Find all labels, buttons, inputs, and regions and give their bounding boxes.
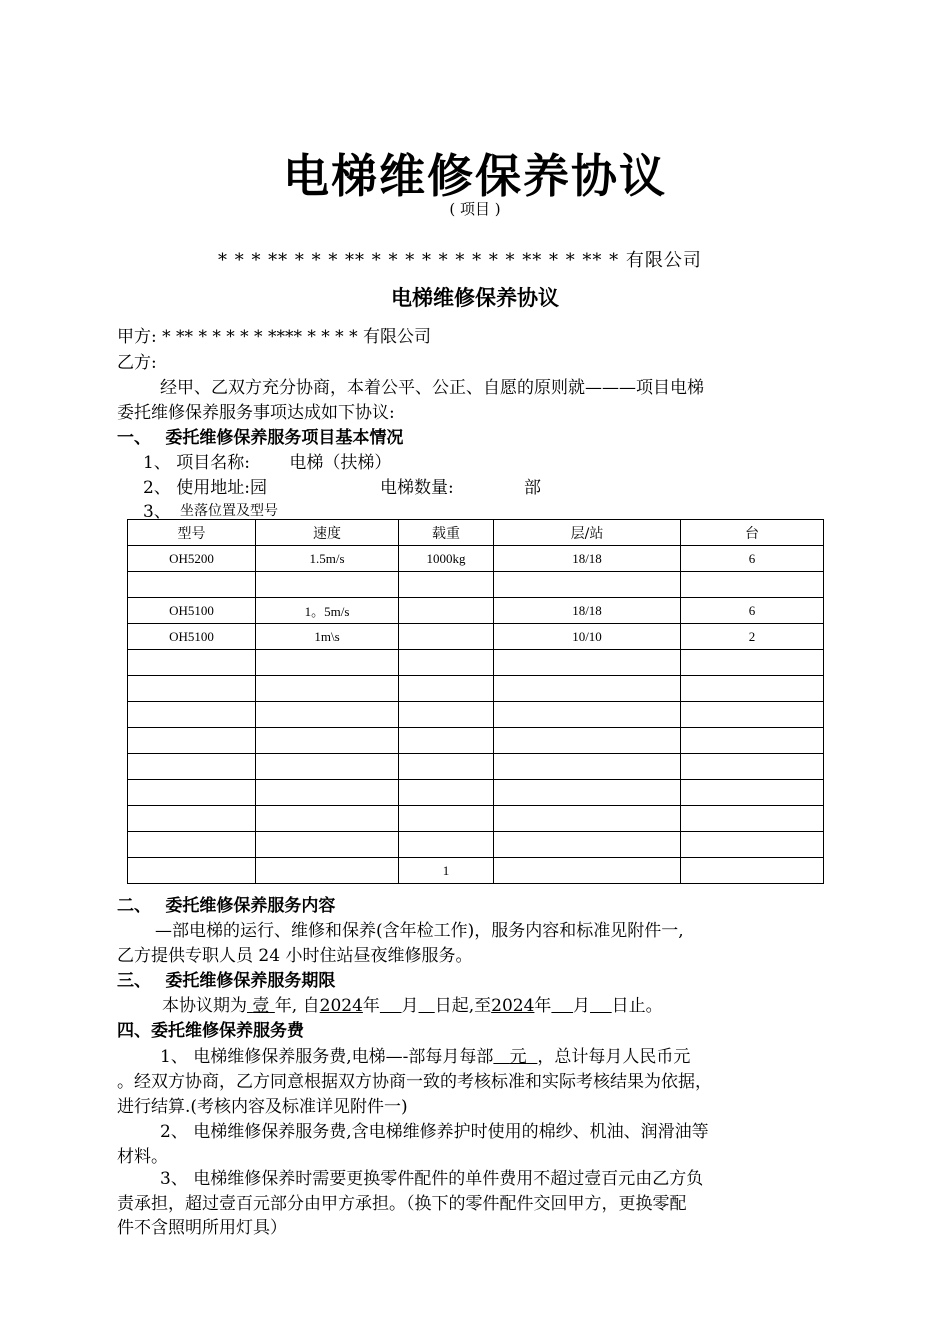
- table-cell: 1.5m/s: [256, 546, 399, 572]
- table-row: [128, 624, 824, 650]
- table-header-cell: 层/站: [494, 520, 681, 546]
- table-row: [128, 728, 824, 754]
- table-cell: [128, 780, 256, 806]
- table-cell: [399, 806, 494, 832]
- table-cell: [128, 754, 256, 780]
- table-cell: [681, 676, 824, 702]
- table-cell: [128, 676, 256, 702]
- main-title: 电梯维修保养协议: [283, 149, 667, 203]
- table-cell: [128, 832, 256, 858]
- table-cell: [681, 754, 824, 780]
- table-cell: [494, 832, 681, 858]
- table-row: [128, 598, 824, 624]
- term-period-value: 壹: [252, 996, 270, 1016]
- table-cell: OH5200: [128, 546, 256, 572]
- intro-line-2: 委托维修保养服务事项达成如下协议:: [117, 403, 395, 423]
- table-header-cell: 载重: [399, 520, 494, 546]
- table-row: [128, 650, 824, 676]
- table-cell: [399, 676, 494, 702]
- section-2-line-1: —部电梯的运行、维修和保养(含年检工作)，服务内容和标准见附件一,: [155, 921, 684, 941]
- end-day-blank: [590, 996, 612, 1016]
- table-header-cell: 速度: [256, 520, 399, 546]
- table-cell: 6: [681, 598, 824, 624]
- table-cell: 1。5m/s: [256, 598, 399, 624]
- table-row: [128, 676, 824, 702]
- company-line: * * * ** * * * ** * * * * * * * * * ** * * ** * 有限公司: [218, 250, 702, 271]
- start-month-blank: [380, 996, 402, 1016]
- table-cell: [256, 832, 399, 858]
- section-4-heading: 四、委托维修保养服务费: [117, 1021, 304, 1041]
- table-cell: 1000kg: [399, 546, 494, 572]
- table-cell: 2: [681, 624, 824, 650]
- agreement-title: 电梯维修保养协议: [391, 286, 559, 310]
- table-cell: 1: [399, 858, 494, 884]
- table-cell: 18/18: [494, 546, 681, 572]
- term-text: 日止。: [611, 996, 663, 1016]
- table-row: [128, 546, 824, 572]
- term-text: 年: [534, 996, 552, 1016]
- section-4-item-3-line-1: 3、 电梯维修保养时需要更换零件配件的单件费用不超过壹百元由乙方负: [160, 1169, 704, 1189]
- start-year: 2024: [319, 996, 363, 1016]
- table-cell: [128, 572, 256, 598]
- table-row: [128, 572, 824, 598]
- section-4-item-1-line-1: [160, 1042, 690, 1067]
- table-cell: [399, 728, 494, 754]
- table-cell: [256, 650, 399, 676]
- section-1-item-3-label: 坐落位置及型号: [180, 503, 278, 519]
- table-cell: [681, 780, 824, 806]
- table-cell: [256, 728, 399, 754]
- table-row: [128, 806, 824, 832]
- table-row: [128, 702, 824, 728]
- table-cell: [128, 650, 256, 676]
- table-cell: [256, 754, 399, 780]
- table-cell: [494, 858, 681, 884]
- party-b: 乙方:: [117, 353, 157, 373]
- term-text: 本协议期为: [162, 996, 247, 1016]
- table-cell: [494, 676, 681, 702]
- section-4-item-1-line-3: 进行结算.(考核内容及标准详见附件一): [117, 1097, 408, 1117]
- subtitle: ( 项目 ): [449, 200, 501, 218]
- table-cell: 6: [681, 546, 824, 572]
- end-month-blank: [551, 996, 573, 1016]
- section-4-item-1-line-2: 。经双方协商，乙方同意根据双方协商一致的考核标准和实际考核结果为依据，: [117, 1072, 712, 1092]
- table-cell: [494, 806, 681, 832]
- table-header-row: [128, 520, 824, 546]
- table-cell: OH5100: [128, 624, 256, 650]
- intro-line-1: 经甲、乙双方充分协商，本着公平、公正、自愿的原则就———项目电梯: [160, 378, 704, 398]
- section-4-item-2-line-1: 2、 电梯维修保养服务费,含电梯维修养护时使用的棉纱、机油、润滑油等: [160, 1122, 709, 1142]
- table-row: [128, 858, 824, 884]
- section-1-item-2: 2、 使用地址:园: [143, 478, 267, 498]
- section-3-heading: 三、 委托维修保养服务期限: [117, 971, 336, 991]
- table-cell: [128, 702, 256, 728]
- section-2-heading: 二、 委托维修保养服务内容: [117, 896, 336, 916]
- table-row: [128, 780, 824, 806]
- section-1-item-3-number: 3、: [143, 502, 171, 522]
- table-cell: [399, 832, 494, 858]
- table-cell: [399, 702, 494, 728]
- table-cell: [399, 754, 494, 780]
- term-text: 年, 自: [274, 996, 320, 1016]
- table-cell: [256, 858, 399, 884]
- table-cell: [494, 780, 681, 806]
- table-cell: [681, 572, 824, 598]
- fee-text: 1、 电梯维修保养服务费,电梯—-部每月每部: [160, 1047, 494, 1067]
- section-4-item-3-line-2: 责承担，超过壹百元部分由甲方承担。（换下的零件配件交回甲方，更换零配: [117, 1194, 687, 1214]
- table-header-cell: 台: [681, 520, 824, 546]
- table-cell: [128, 806, 256, 832]
- table-cell: [494, 754, 681, 780]
- table-cell: [128, 728, 256, 754]
- table-cell: 18/18: [494, 598, 681, 624]
- party-a: 甲方: * ** * * * * * **** * * * * 有限公司: [117, 327, 431, 347]
- fee-text: ，总计每月人民币元: [537, 1047, 691, 1067]
- section-4-item-3-line-3: 件不含照明所用灯具）: [117, 1218, 287, 1238]
- table-cell: [494, 728, 681, 754]
- table-row: [128, 754, 824, 780]
- term-text: 年: [362, 996, 380, 1016]
- table-cell: [681, 832, 824, 858]
- table-cell: [256, 702, 399, 728]
- elevator-spec-table: [127, 519, 824, 884]
- table-cell: [494, 572, 681, 598]
- table-cell: [256, 780, 399, 806]
- end-year: 2024: [491, 996, 535, 1016]
- table-cell: [399, 572, 494, 598]
- table-cell: [399, 598, 494, 624]
- fee-unit-value: 元: [509, 1047, 527, 1067]
- table-cell: OH5100: [128, 598, 256, 624]
- section-1-heading: 一、 委托维修保养服务项目基本情况: [117, 428, 404, 448]
- table-cell: [256, 806, 399, 832]
- table-cell: [494, 702, 681, 728]
- section-1-item-1: 1、 项目名称: 电梯（扶梯）: [143, 453, 392, 473]
- table-cell: [681, 806, 824, 832]
- section-4-item-2-line-2: 材料。: [117, 1147, 168, 1167]
- table-cell: [494, 650, 681, 676]
- table-cell: [399, 624, 494, 650]
- table-cell: [399, 650, 494, 676]
- table-cell: 10/10: [494, 624, 681, 650]
- table-header-cell: 型号: [128, 520, 256, 546]
- term-text: 月: [401, 996, 419, 1016]
- term-text: 日起,至: [434, 996, 492, 1016]
- table-cell: [681, 728, 824, 754]
- elevator-count-label: 电梯数量:: [380, 478, 454, 498]
- elevator-count-unit: 部: [524, 478, 541, 498]
- table-cell: [256, 676, 399, 702]
- table-cell: 1m\s: [256, 624, 399, 650]
- fee-unit: [493, 1047, 537, 1067]
- table-cell: [681, 858, 824, 884]
- table-cell: [256, 572, 399, 598]
- table-cell: [681, 650, 824, 676]
- term-text: 月: [573, 996, 591, 1016]
- table-cell: [681, 702, 824, 728]
- term-period: [247, 996, 275, 1016]
- section-3-term: [162, 991, 663, 1016]
- start-day-blank: [419, 996, 435, 1016]
- table-cell: [399, 780, 494, 806]
- table-cell: [128, 858, 256, 884]
- table-row: [128, 832, 824, 858]
- section-2-line-2: 乙方提供专职人员 24 小时住站昼夜维修服务。: [117, 946, 473, 966]
